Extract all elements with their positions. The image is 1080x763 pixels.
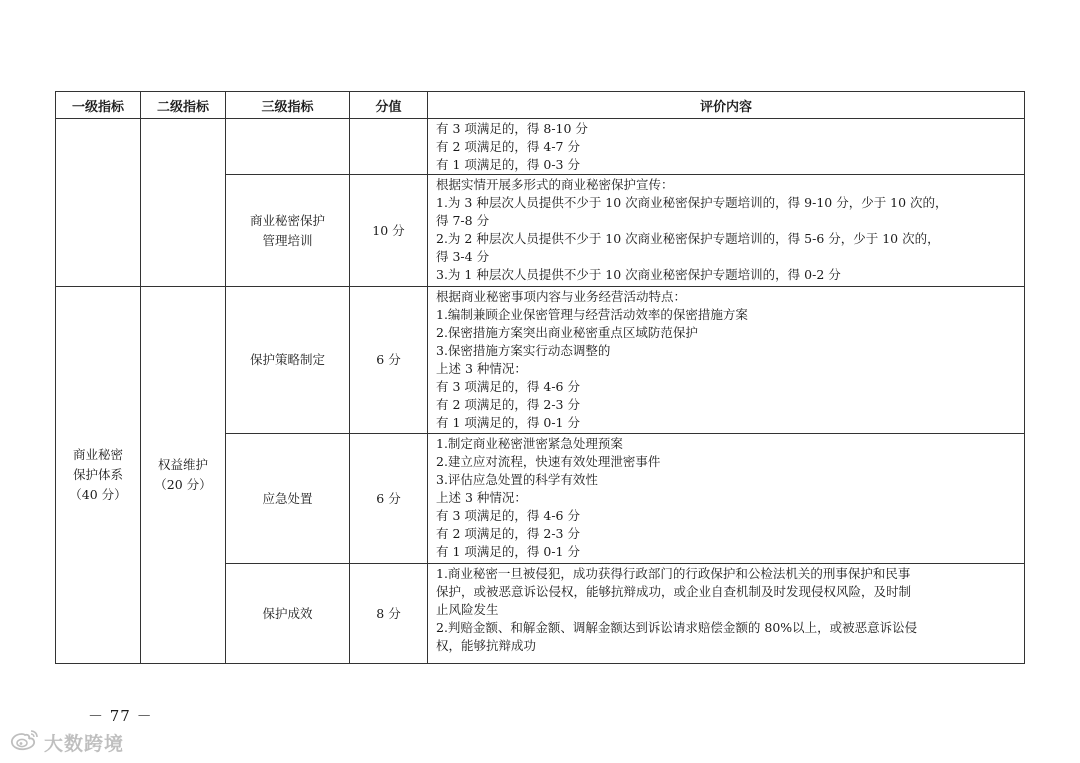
level1-cell xyxy=(56,287,141,664)
content-line: 3.保密措施方案实行动态调整的 xyxy=(436,343,611,358)
watermark-text: 大数跨境 xyxy=(44,732,125,755)
content-line: 止风险发生 xyxy=(436,602,499,617)
content-line: 有 3 项满足的，得 8-10 分 xyxy=(436,121,588,136)
content-line: 2.为 2 种层次人员提供不少于 10 次商业秘密保护专题培训的，得 5-6 分，少于 10 次的， xyxy=(436,231,940,246)
content-line: 有 2 项满足的，得 4-7 分 xyxy=(436,139,580,154)
content-line: 得 7-8 分 xyxy=(436,213,490,228)
content-line: 有 1 项满足的，得 0-1 分 xyxy=(436,415,580,430)
score-cell: 6 分 xyxy=(350,287,428,434)
header-level2: 二级指标 xyxy=(141,92,226,119)
content-line: 2.保密措施方案突出商业秘密重点区域防范保护 xyxy=(436,325,698,340)
content-line: 根据商业秘密事项内容与业务经营活动特点： xyxy=(436,289,687,304)
watermark xyxy=(10,728,124,756)
content-line: 2.判赔金额、和解金额、调解金额达到诉讼请求赔偿金额的 80%以上，或被恶意诉讼侵 xyxy=(436,620,918,635)
content-line: 根据实情开展多形式的商业秘密保护宣传： xyxy=(436,177,674,192)
page-number: － 77 － xyxy=(88,707,153,725)
table-row xyxy=(56,119,1025,175)
header-content: 评价内容 xyxy=(428,92,1025,119)
content-line: 1.商业秘密一旦被侵犯，成功获得行政部门的行政保护和公检法机关的刑事保护和民事 xyxy=(436,566,911,581)
header-level3: 三级指标 xyxy=(226,92,350,119)
content-line: 保护，或被恶意诉讼侵权，能够抗辩成功，或企业自查机制及时发现侵权风险，及时制 xyxy=(436,584,912,599)
weibo-logo-icon xyxy=(10,728,40,756)
level1-label: （40 分） xyxy=(69,487,127,502)
content-line: 得 3-4 分 xyxy=(436,249,490,264)
content-line: 有 1 项满足的，得 0-3 分 xyxy=(436,157,580,172)
content-line: 有 3 项满足的，得 4-6 分 xyxy=(436,379,580,394)
header-score: 分值 xyxy=(350,92,428,119)
level1-cell-empty xyxy=(56,119,141,287)
level3-label: 管理培训 xyxy=(262,232,313,248)
content-line: 有 2 项满足的，得 2-3 分 xyxy=(436,397,580,412)
content-line: 1.制定商业秘密泄密紧急处理预案 xyxy=(436,436,623,451)
level3-cell: 保护成效 xyxy=(226,564,350,664)
content-line: 上述 3 种情况： xyxy=(436,490,527,505)
evaluation-table xyxy=(55,91,1025,664)
level3-cell: 保护策略制定 xyxy=(226,287,350,434)
content-line: 3.为 1 种层次人员提供不少于 10 次商业秘密保护专题培训的，得 0-2 分 xyxy=(436,267,841,282)
level2-cell-empty xyxy=(141,119,226,287)
level2-label: 权益维护 xyxy=(157,457,208,472)
content-cell xyxy=(428,175,1025,287)
score-cell: 8 分 xyxy=(350,564,428,664)
content-line: 有 3 项满足的，得 4-6 分 xyxy=(436,508,580,523)
level2-cell xyxy=(141,287,226,664)
content-line: 2.建立应对流程，快速有效处理泄密事件 xyxy=(436,454,661,469)
score-cell-empty xyxy=(350,119,428,175)
content-cell xyxy=(428,434,1025,564)
content-cell xyxy=(428,119,1025,175)
content-line: 上述 3 种情况： xyxy=(436,361,527,376)
level1-label: 保护体系 xyxy=(72,467,123,482)
score-cell: 10 分 xyxy=(350,175,428,287)
level3-cell xyxy=(226,175,350,287)
level3-cell-empty xyxy=(226,119,350,175)
content-line: 有 2 项满足的，得 2-3 分 xyxy=(436,526,580,541)
table-row xyxy=(56,287,1025,434)
level3-label: 商业秘密保护 xyxy=(249,212,325,228)
header-level1: 一级指标 xyxy=(56,92,141,119)
level3-cell: 应急处置 xyxy=(226,434,350,564)
content-line: 3.评估应急处置的科学有效性 xyxy=(436,472,598,487)
content-cell xyxy=(428,287,1025,434)
content-cell xyxy=(428,564,1025,664)
table-header-row xyxy=(56,92,1025,119)
level2-label: （20 分） xyxy=(154,477,212,492)
content-line: 1.编制兼顾企业保密管理与经营活动效率的保密措施方案 xyxy=(436,307,748,322)
content-line: 有 1 项满足的，得 0-1 分 xyxy=(436,544,580,559)
level1-label: 商业秘密 xyxy=(72,447,123,462)
content-line: 权，能够抗辩成功 xyxy=(436,638,537,653)
content-line: 1.为 3 种层次人员提供不少于 10 次商业秘密保护专题培训的，得 9-10 分，少于 10 次的， xyxy=(436,195,948,210)
score-cell: 6 分 xyxy=(350,434,428,564)
